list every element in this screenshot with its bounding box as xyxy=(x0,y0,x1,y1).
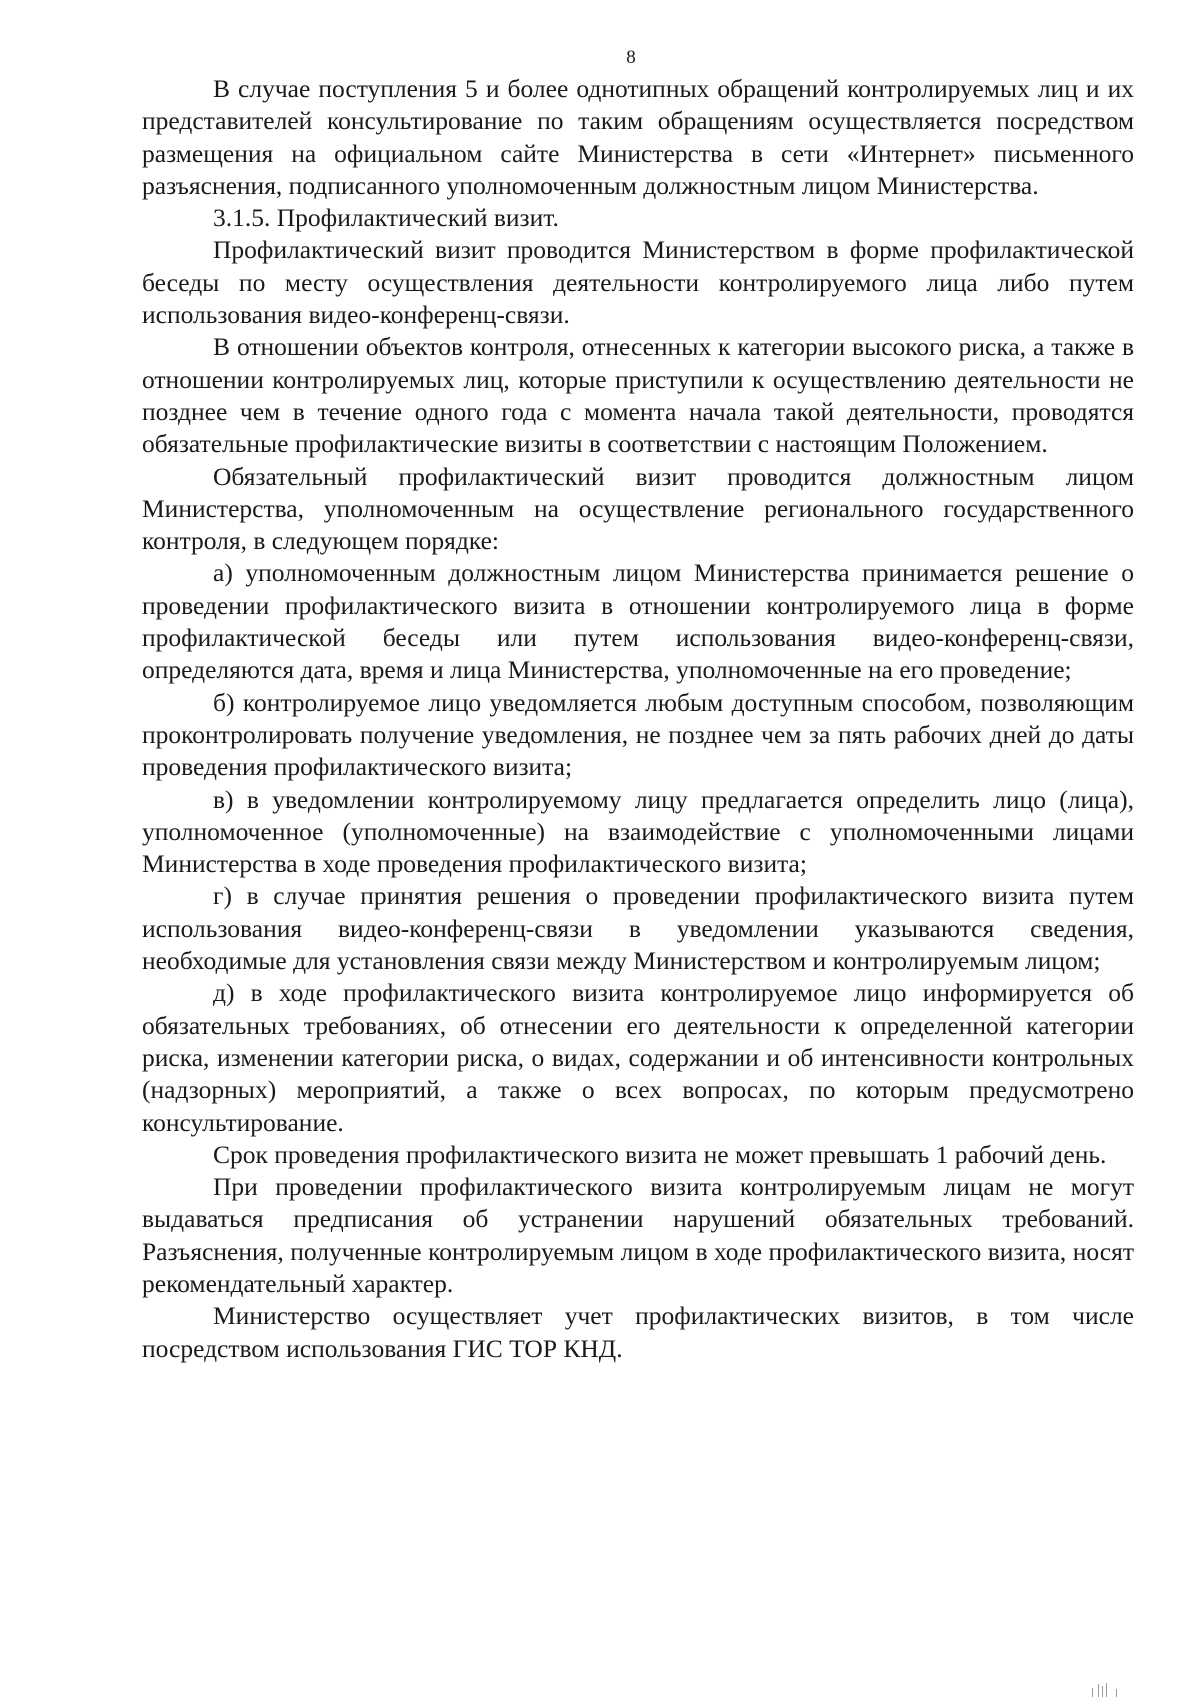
paragraph-visit-procedure: Обязательный профилактический визит проводится должностным лицом Министерства, уполномоченным на осуществление регионального государственного контроля, в следующем порядке: xyxy=(142,461,1134,556)
document-body xyxy=(142,73,1134,1365)
paragraph-no-prescriptions: При проведении профилактического визита контролируемым лицам не могут выдаваться предписания об устранении нарушений обязательных требований. Разъяснения, полученные контролируемым лицом в ходе профилактического визита, носят рекомендательный характер. xyxy=(142,1172,1134,1298)
list-item-v: в) в уведомлении контролируемому лицу предлагается определить лицо (лица), уполномоченное (уполномоченные) на взаимодействие с уполномоченными лицами Министерства в ходе проведения профилактического визита; xyxy=(142,784,1134,879)
paragraph-visit-duration: Срок проведения профилактического визита не может превышать 1 рабочий день. xyxy=(213,1139,1107,1169)
paragraph-visit-form: Профилактический визит проводится Министерством в форме профилактической беседы по месту осуществления деятельности контролируемого лица либо путем использования видео-конференц-связи. xyxy=(142,235,1134,330)
list-item-b: б) контролируемое лицо уведомляется любым доступным способом, позволяющим проконтролировать получение уведомления, не позднее чем за пять рабочих дней до даты проведения профилактического визита; xyxy=(142,687,1134,782)
paragraph-consultation-online: В случае поступления 5 и более однотипных обращений контролируемых лиц и их представителей консультирование по таким обращениям осуществляется посредством размещения на официальном сайте Министерства в сети «Интернет» письменного разъяснения, подписанного уполномоченным должностным лицом Министерства. xyxy=(142,74,1134,200)
section-heading-preventive-visit: 3.1.5. Профилактический визит. xyxy=(213,203,559,233)
list-item-d: д) в ходе профилактического визита контролируемое лицо информируется об обязательных требованиях, об отнесении его деятельности к определенной категории риска, изменении категории риска, о видах, содержании и об интенсивности контрольных (надзорных) мероприятий, а также о всех вопросах, по которым предусмотрено консультирование. xyxy=(142,978,1134,1137)
list-item-a: а) уполномоченным должностным лицом Министерства принимается решение о проведении профилактического визита в отношении контролируемого лица в форме профилактической беседы или путем использования видео-конференц-связи, определяются дата, время и лица Министерства, уполномоченные на его проведение; xyxy=(142,558,1134,685)
scan-artifact-marks xyxy=(1092,1682,1120,1697)
paragraph-mandatory-visits: В отношении объектов контроля, отнесенных к категории высокого риска, а также в отношении контролируемых лиц, которые приступили к осуществлению деятельности не позднее чем в течение одного года с момента начала такой деятельности, проводятся обязательные профилактические визиты в соответствии с настоящим Положением. xyxy=(142,332,1134,459)
page-number: 8 xyxy=(626,47,636,68)
list-item-g: г) в случае принятия решения о проведении профилактического визита путем использования видео-конференц-связи в уведомлении указываются сведения, необходимые для установления связи между Министерством и контролируемым лицом; xyxy=(142,881,1134,976)
paragraph-visit-accounting: Министерство осуществляет учет профилактических визитов, в том числе посредством использования ГИС ТОР КНД. xyxy=(142,1301,1134,1363)
